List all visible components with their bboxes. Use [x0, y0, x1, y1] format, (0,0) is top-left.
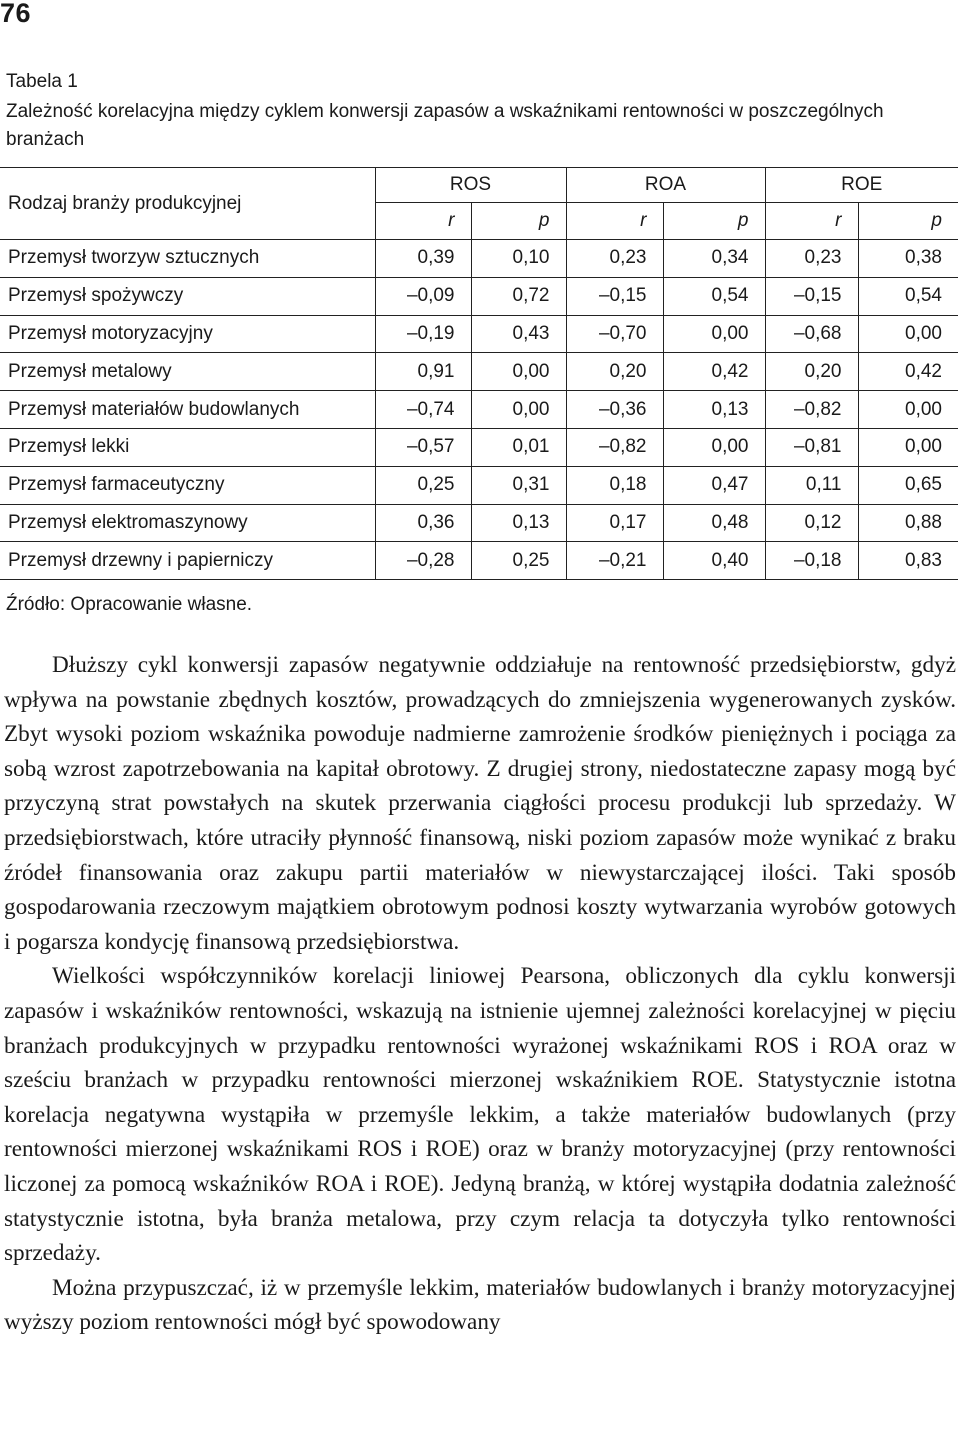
correlation-value: 0,23: [566, 240, 663, 278]
table-row: [0, 466, 958, 504]
table-caption: Zależność korelacyjna między cyklem konwersji zapasów a wskaźnikami rentowności w poszczególnych branżach: [6, 101, 884, 150]
correlation-value: 0,11: [765, 466, 858, 504]
correlation-value: 0,00: [858, 391, 958, 429]
correlation-value: 0,72: [471, 277, 566, 315]
correlation-value: 0,12: [765, 504, 858, 542]
correlation-value: –0,82: [765, 391, 858, 429]
correlation-value: 0,13: [471, 504, 566, 542]
correlation-value: –0,19: [375, 315, 471, 353]
industry-name: Przemysł lekki: [0, 428, 375, 466]
correlation-value: 0,18: [566, 466, 663, 504]
correlation-value: 0,48: [663, 504, 765, 542]
table-row: [0, 504, 958, 542]
subheader-p: p: [471, 203, 566, 240]
table-row: [0, 353, 958, 391]
correlation-value: 0,88: [858, 504, 958, 542]
correlation-value: 0,23: [765, 240, 858, 278]
group-header-ros: ROS: [375, 168, 566, 203]
correlation-value: 0,20: [765, 353, 858, 391]
correlation-value: –0,74: [375, 391, 471, 429]
subheader-r: r: [566, 203, 663, 240]
subheader-r: r: [765, 203, 858, 240]
correlation-value: –0,15: [765, 277, 858, 315]
correlation-value: –0,28: [375, 542, 471, 580]
correlation-value: 0,00: [663, 428, 765, 466]
correlation-value: 0,17: [566, 504, 663, 542]
table-row: [0, 428, 958, 466]
correlation-value: 0,54: [858, 277, 958, 315]
correlation-value: 0,54: [663, 277, 765, 315]
correlation-value: –0,70: [566, 315, 663, 353]
correlation-value: 0,36: [375, 504, 471, 542]
correlation-value: 0,31: [471, 466, 566, 504]
correlation-value: 0,25: [375, 466, 471, 504]
correlation-value: 0,38: [858, 240, 958, 278]
correlation-value: –0,18: [765, 542, 858, 580]
correlation-value: 0,01: [471, 428, 566, 466]
paragraph: Dłuższy cykl konwersji zapasów negatywnie oddziałuje na rentowność przedsiębiorstw, gdyż wpływa na powstanie zbędnych kosztów, prowadzących do zmniejszenia wygenerowanych zysków. Zbyt wysoki poziom wskaźnika powoduje nadmierne zamrożenie środków pieniężnych i pociąga za sobą wzrost zapotrzebowania na kapitał obrotowy. Z drugiej strony, niedostateczne zapasy mogą być przyczyną strat powstałych na skutek przerwania ciągłości procesu produkcji lub sprzedaży. W przedsiębiorstwach, które utraciły płynność finansową, niski poziom zapasów może wynikać z braku źródeł finansowania oraz zakupu partii materiałów w niewystarczającej ilości. Taki sposób gospodarowania rzeczowym majątkiem obrotowym podnosi koszty wytwarzania wyrobów gotowych i pogarsza kondycję finansową przedsiębiorstwa.: [4, 652, 956, 955]
correlation-value: 0,65: [858, 466, 958, 504]
table-row: [0, 391, 958, 429]
page-number: 76: [0, 0, 32, 28]
correlation-value: –0,68: [765, 315, 858, 353]
industry-name: Przemysł elektromaszynowy: [0, 504, 375, 542]
table-row: [0, 315, 958, 353]
correlation-value: 0,00: [471, 353, 566, 391]
table-label: Tabela 1: [6, 71, 78, 92]
correlation-value: 0,00: [858, 315, 958, 353]
correlation-value: 0,42: [663, 353, 765, 391]
correlation-value: 0,47: [663, 466, 765, 504]
correlation-value: 0,43: [471, 315, 566, 353]
correlation-value: –0,82: [566, 428, 663, 466]
group-header-roa: ROA: [566, 168, 765, 203]
correlation-value: 0,00: [471, 391, 566, 429]
correlation-value: –0,09: [375, 277, 471, 315]
correlation-value: 0,13: [663, 391, 765, 429]
correlation-value: 0,42: [858, 353, 958, 391]
subheader-r: r: [375, 203, 471, 240]
correlation-value: 0,39: [375, 240, 471, 278]
correlation-value: 0,91: [375, 353, 471, 391]
correlation-value: –0,36: [566, 391, 663, 429]
group-header-roe: ROE: [765, 168, 958, 203]
correlation-value: 0,10: [471, 240, 566, 278]
correlation-value: 0,00: [663, 315, 765, 353]
correlation-value: –0,21: [566, 542, 663, 580]
table-row: [0, 542, 958, 580]
correlation-value: –0,81: [765, 428, 858, 466]
body-text: [4, 648, 956, 1340]
table-row: [0, 240, 958, 278]
correlation-value: 0,00: [858, 428, 958, 466]
correlation-value: 0,40: [663, 542, 765, 580]
correlation-value: –0,15: [566, 277, 663, 315]
paragraph: Wielkości współczynników korelacji liniowej Pearsona, obliczonych dla cyklu konwersji zapasów i wskaźników rentowności, wskazują na istnienie ujemnej zależności korelacyjnej w pięciu branżach produkcyjnych w przypadku rentowności wyrażonej wskaźnikami ROS i ROA oraz w sześciu branżach w przypadku rentowności mierzonej wskaźnikiem ROE. Statystycznie istotna korelacja negatywna wystąpiła w przemyśle lekkim, a także materiałów budowlanych (przy rentowności mierzonej wskaźnikami ROS i ROE) oraz w branży motoryzacyjnej (przy rentowności liczonej za pomocą wskaźników ROA i ROE). Jedyną branżą, w której wystąpiła dodatnia zależność statystycznie istotna, była branża metalowa, przy czym relacja ta dotyczyła tylko rentowności sprzedaży.: [4, 963, 956, 1267]
correlation-value: 0,34: [663, 240, 765, 278]
subheader-p: p: [663, 203, 765, 240]
industry-name: Przemysł spożywczy: [0, 277, 375, 315]
subheader-p: p: [858, 203, 958, 240]
row-header: Rodzaj branży produkcyjnej: [0, 168, 375, 240]
correlation-value: 0,83: [858, 542, 958, 580]
industry-name: Przemysł drzewny i papierniczy: [0, 542, 375, 580]
correlation-value: 0,25: [471, 542, 566, 580]
industry-name: Przemysł materiałów budowlanych: [0, 391, 375, 429]
industry-name: Przemysł motoryzacyjny: [0, 315, 375, 353]
table-source: Źródło: Opracowanie własne.: [6, 594, 253, 615]
industry-name: Przemysł farmaceutyczny: [0, 466, 375, 504]
industry-name: Przemysł tworzyw sztucznych: [0, 240, 375, 278]
industry-name: Przemysł metalowy: [0, 353, 375, 391]
correlation-value: –0,57: [375, 428, 471, 466]
correlation-value: 0,20: [566, 353, 663, 391]
correlation-table: [0, 167, 958, 580]
paragraph: Można przypuszczać, iż w przemyśle lekkim, materiałów budowlanych i branży motoryzacyjnej wyższy poziom rentowności mógł być spowodowany: [4, 1274, 956, 1336]
table-row: [0, 277, 958, 315]
